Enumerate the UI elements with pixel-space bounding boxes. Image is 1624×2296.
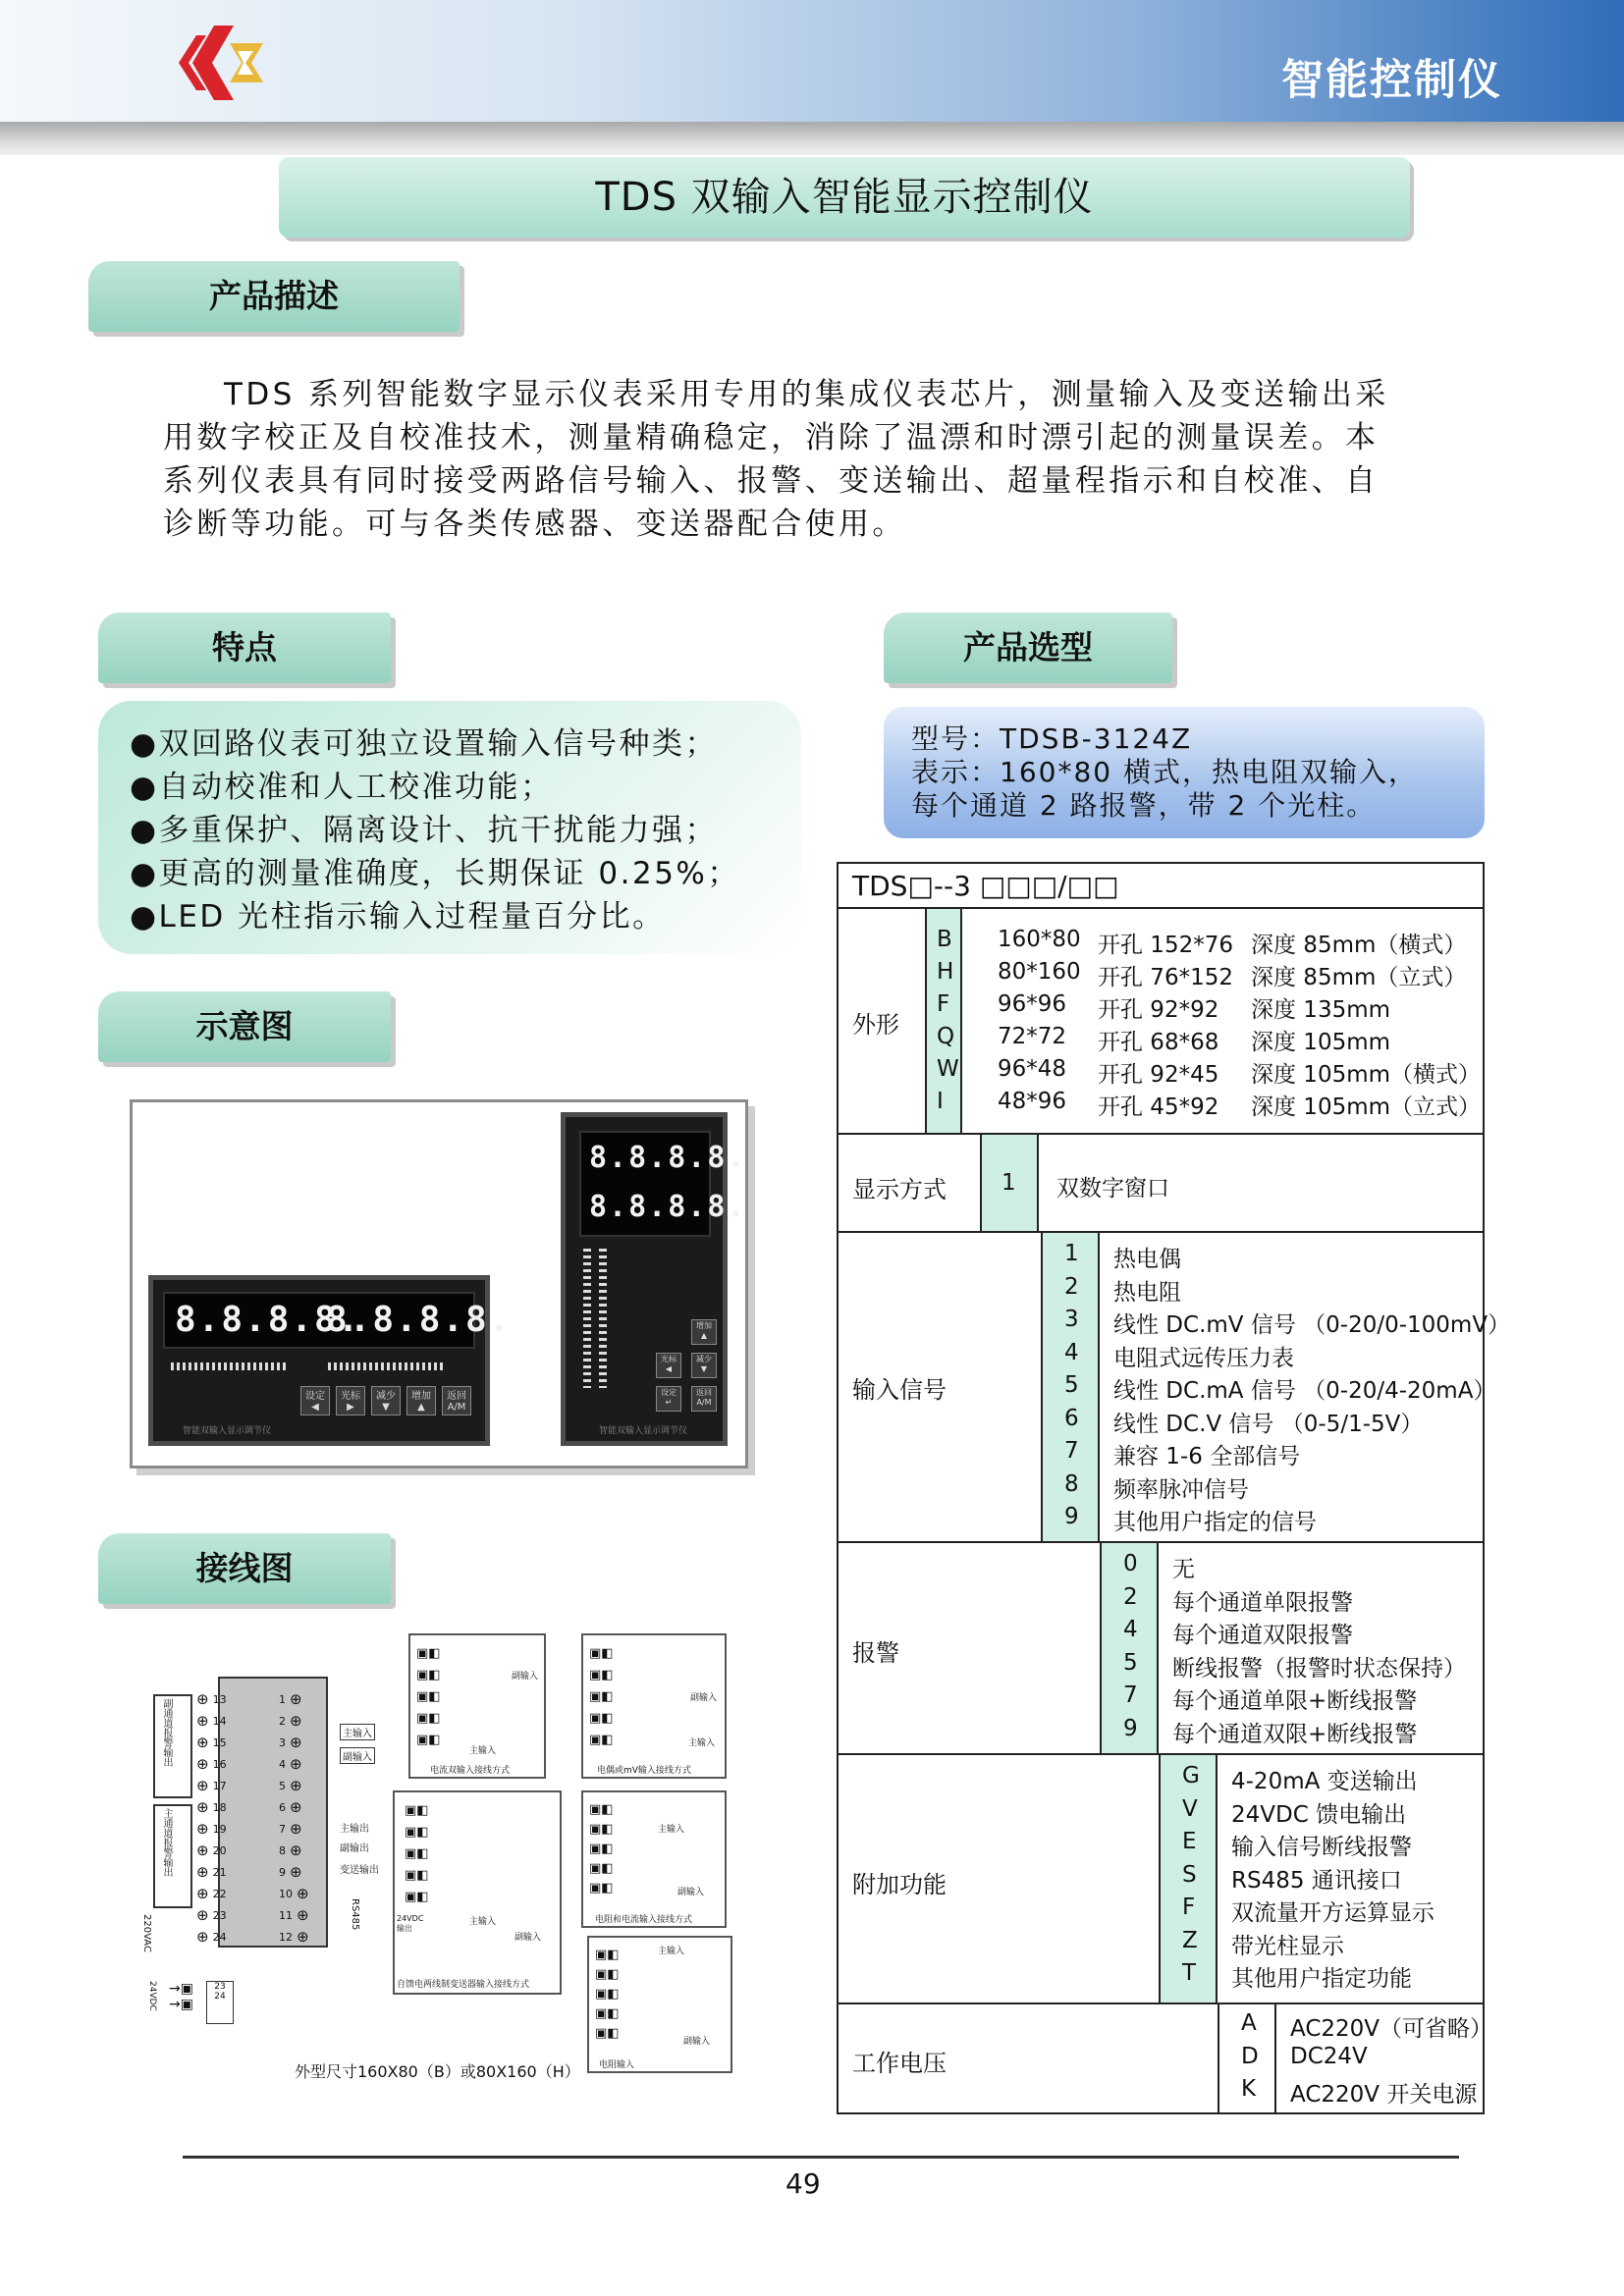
terminal-number: 16 xyxy=(212,1757,227,1771)
screw-terminal-icon: ⊕ xyxy=(297,1885,309,1902)
extra-code: Z xyxy=(1182,1927,1198,1953)
extra-code: G xyxy=(1182,1763,1200,1789)
screw-terminal-icon: ⊕ xyxy=(196,1928,209,1946)
terminal xyxy=(279,1861,348,1883)
wiring-sub-box-two-wire xyxy=(393,1790,562,1995)
model-example-line: 表示：160*80 横式，热电阻双输入， xyxy=(911,756,1418,788)
section-tab-selection: 产品选型 xyxy=(884,613,1172,683)
vertical-meter-image xyxy=(561,1112,747,1446)
terminal-number: 22 xyxy=(212,1887,227,1900)
selection-code-row xyxy=(839,864,1483,909)
screw-terminal-icon: ⊕ xyxy=(290,1712,302,1730)
main-input-label: 主输入 xyxy=(658,1947,685,1956)
terminal-number: 6 xyxy=(279,1800,286,1814)
screw-terminal-icon: ⊕ xyxy=(290,1798,302,1816)
horizontal-caption: 智能双输入显示调节仪 xyxy=(183,1426,272,1436)
extra-option-text: 带光柱显示 xyxy=(1231,1933,1344,1959)
terminal-icons: ▣◧ ▣◧ ▣◧ ▣◧ ▣◧ xyxy=(416,1646,441,1747)
terminal-number: 13 xyxy=(212,1692,227,1706)
input-option-text: 兼容 1-6 全部信号 xyxy=(1113,1444,1301,1469)
return-button[interactable]: 返回 A/M xyxy=(691,1386,717,1412)
power-label: 220VAC xyxy=(141,1914,152,1952)
horizontal-button-row xyxy=(300,1386,471,1415)
description-text xyxy=(163,373,1459,546)
selection-display-row xyxy=(839,1135,1483,1233)
alarm-option-text: 每个通道单限+断线报警 xyxy=(1172,1688,1418,1714)
wiring-sub-box-current-dual xyxy=(408,1633,546,1779)
rs485-label: RS485 xyxy=(350,1898,360,1931)
horizontal-digits-main: 8.8.8.8. xyxy=(175,1300,361,1340)
power-option-text: AC220V 开关电源 xyxy=(1290,2082,1478,2108)
alarm-label: 报警 xyxy=(852,1639,899,1667)
terminal xyxy=(196,1840,265,1861)
alarm-option-text: 断线报警（报警时状态保持） xyxy=(1172,1655,1466,1682)
shape-depth: 深度 135mm xyxy=(1251,997,1391,1023)
shape-code: B xyxy=(937,927,952,952)
screw-terminal-icon: ⊕ xyxy=(196,1885,209,1902)
vertical-digits-sub: 8.8.8.8. xyxy=(589,1190,747,1224)
power-label: 工作电压 xyxy=(852,2050,947,2077)
alarm-code: 4 xyxy=(1123,1617,1138,1642)
shape-code: F xyxy=(937,991,950,1017)
terminal xyxy=(279,1883,348,1904)
terminal xyxy=(279,1818,348,1840)
input-code: 9 xyxy=(1064,1504,1079,1529)
section-tab-wiring: 接线图 xyxy=(98,1533,391,1604)
power-terminal-24: 24 xyxy=(214,1992,226,2002)
terminal xyxy=(196,1688,265,1710)
wiring-caption: 电偶或mV输入接线方式 xyxy=(597,1766,691,1776)
shape-hole: 开孔 68*68 xyxy=(1098,1030,1219,1055)
shape-size: 96*48 xyxy=(998,1056,1067,1082)
cursor-button-label: 光标 xyxy=(341,1391,360,1402)
shape-code: I xyxy=(937,1089,944,1114)
screw-terminal-icon: ⊕ xyxy=(196,1906,209,1924)
horizontal-meter-image xyxy=(148,1275,513,1446)
extra-code: F xyxy=(1182,1895,1196,1920)
model-example-line: 每个通道 2 路报警，带 2 个光柱。 xyxy=(911,789,1377,822)
screw-terminal-icon: ⊕ xyxy=(196,1712,209,1730)
brand-title: 智能控制仪 xyxy=(1281,56,1502,105)
shape-size: 80*160 xyxy=(998,959,1081,985)
screw-terminal-icon: ⊕ xyxy=(297,1906,309,1924)
power-option-text: AC220V（可省略） xyxy=(1290,2016,1493,2042)
terminal xyxy=(196,1861,265,1883)
input-code: 8 xyxy=(1064,1470,1079,1497)
supply-label: 24VDC 输出 xyxy=(397,1914,424,1933)
main-input-label: 主输入 xyxy=(469,1917,497,1927)
screw-terminal-icon: ⊕ xyxy=(290,1820,302,1838)
terminal xyxy=(279,1710,348,1732)
terminal-icons: ▣◧ ▣◧ ▣◧ ▣◧ ▣◧ xyxy=(595,1948,620,2041)
size-note: 外型尺寸160X80（B）或80X160（H） xyxy=(295,2062,580,2081)
section-tab-features: 特点 xyxy=(98,613,391,683)
sub-input-label: 副输入 xyxy=(511,1672,538,1682)
screw-terminal-icon: ⊕ xyxy=(196,1820,209,1838)
power-terminal-box xyxy=(206,1981,234,2024)
vertical-bargraph-2 xyxy=(599,1249,607,1388)
model-example-line: 型号：TDSB-3124Z xyxy=(911,722,1193,755)
shape-depth: 深度 105mm（立式） xyxy=(1251,1095,1482,1120)
terminal-number: 20 xyxy=(212,1843,227,1857)
sub-input-label: 副输入 xyxy=(677,1888,705,1897)
terminal-number: 19 xyxy=(212,1822,227,1836)
set-button-label: 设定 xyxy=(661,1388,677,1397)
extra-option-text: RS485 通讯接口 xyxy=(1231,1867,1402,1894)
sub-input-label: 副输入 xyxy=(683,2037,711,2047)
shape-code: W xyxy=(937,1056,959,1082)
screw-terminal-icon: ⊕ xyxy=(290,1777,302,1794)
terminal-number: 21 xyxy=(212,1865,227,1879)
power-option-text: DC24V xyxy=(1290,2043,1368,2069)
screw-terminal-icon: ⊕ xyxy=(196,1755,209,1773)
terminal xyxy=(196,1818,265,1840)
terminal-number: 18 xyxy=(212,1800,227,1814)
alarm-code: 0 xyxy=(1123,1551,1138,1576)
decrease-button-label: 减少 xyxy=(376,1391,396,1402)
input-option-text: 线性 DC.mA 信号 （0-20/4-20mA） xyxy=(1113,1378,1496,1404)
input-code: 1 xyxy=(1064,1241,1079,1266)
terminal xyxy=(196,1732,265,1753)
power-code: A xyxy=(1241,2010,1257,2036)
screw-terminal-icon: ⊕ xyxy=(290,1842,302,1859)
code-pattern: TDS□--3 □□□/□□ xyxy=(852,870,1119,902)
set-button[interactable]: 设定 ↵ xyxy=(656,1386,681,1412)
return-button-label: 返回 xyxy=(447,1391,466,1402)
alarm-option-text: 每个通道双限+断线报警 xyxy=(1172,1721,1418,1747)
shape-hole: 开孔 152*76 xyxy=(1098,933,1233,958)
extra-option-text: 4-20mA 变送输出 xyxy=(1231,1769,1418,1794)
decrease-button-label: 减少 xyxy=(696,1355,712,1363)
alarm-option-text: 无 xyxy=(1172,1557,1195,1582)
extra-code: T xyxy=(1182,1960,1197,1986)
display-code: 1 xyxy=(1001,1170,1016,1196)
increase-button[interactable]: 增加 ▲ xyxy=(406,1386,436,1415)
schematic-figure xyxy=(130,1099,748,1468)
alarm-code: 9 xyxy=(1123,1715,1138,1741)
terminal xyxy=(196,1796,265,1818)
increase-button[interactable]: 增加 ▲ xyxy=(691,1319,717,1345)
shape-size: 160*80 xyxy=(998,927,1081,952)
power-code: D xyxy=(1241,2043,1259,2069)
sub-input-label: 副输入 xyxy=(340,1747,375,1764)
terminal-icons: ▣◧ ▣◧ ▣◧ ▣◧ ▣◧ xyxy=(589,1802,614,1896)
extra-code: E xyxy=(1182,1829,1197,1854)
main-alarm-output-label: 主通道报警输出 xyxy=(161,1808,172,1877)
input-option-text: 热电阻 xyxy=(1113,1279,1181,1306)
input-code: 2 xyxy=(1064,1273,1079,1300)
sub-input-label: 副输入 xyxy=(514,1933,542,1943)
features-list xyxy=(98,701,801,954)
increase-button-label: 增加 xyxy=(411,1391,431,1402)
terminal-number: 17 xyxy=(212,1779,227,1792)
terminal xyxy=(279,1775,348,1796)
wiring-sub-box-resistance xyxy=(587,1936,732,2073)
horizontal-bargraph-2 xyxy=(328,1362,446,1370)
description-line-3: 系列仪表具有同时接受两路信号输入、报警、变送输出、超量程指示和自校准、自 xyxy=(163,463,1380,499)
return-button-label: 返回 xyxy=(696,1388,712,1397)
terminal-number: 5 xyxy=(279,1779,286,1792)
alarm-code: 2 xyxy=(1123,1583,1138,1610)
terminal-number: 14 xyxy=(212,1714,227,1728)
terminal-number: 10 xyxy=(279,1887,293,1900)
model-example-box xyxy=(884,707,1485,838)
main-input-label: 主输入 xyxy=(340,1724,375,1740)
input-code: 3 xyxy=(1064,1307,1079,1332)
page-number: 49 xyxy=(785,2167,821,2200)
terminal-number: 9 xyxy=(279,1865,286,1879)
terminal-number: 23 xyxy=(212,1908,227,1922)
terminal xyxy=(279,1840,348,1861)
shape-size: 72*72 xyxy=(998,1024,1067,1049)
feature-item: ●双回路仪表可独立设置输入信号种类； xyxy=(130,726,719,762)
screw-terminal-icon: ⊕ xyxy=(290,1755,302,1773)
terminal-number: 11 xyxy=(279,1908,293,1922)
shape-hole: 开孔 92*45 xyxy=(1098,1062,1219,1088)
terminal-number: 7 xyxy=(279,1822,286,1836)
main-input-label: 主输入 xyxy=(687,1738,715,1748)
feature-item: ●更高的测量准确度，长期保证 0.25%； xyxy=(130,856,740,891)
screw-terminal-icon: ⊕ xyxy=(290,1734,302,1751)
shape-depth: 深度 105mm xyxy=(1251,1030,1391,1055)
wiring-caption: 电阻输入 xyxy=(599,2060,635,2070)
shape-depth: 深度 85mm（立式） xyxy=(1251,965,1467,990)
horizontal-bargraph-1 xyxy=(171,1362,289,1370)
terminal-number: 4 xyxy=(279,1757,286,1771)
terminal-number: 15 xyxy=(212,1735,227,1749)
input-option-text: 线性 DC.mV 信号 （0-20/0-100mV） xyxy=(1113,1312,1511,1338)
screw-terminal-icon: ⊕ xyxy=(196,1690,209,1708)
extra-option-text: 24VDC 馈电输出 xyxy=(1231,1801,1407,1828)
screw-terminal-icon: ⊕ xyxy=(196,1798,209,1816)
wiring-caption: 电阻和电流输入接线方式 xyxy=(595,1915,693,1925)
sub-output-label: 副输出 xyxy=(340,1843,369,1854)
input-code: 4 xyxy=(1064,1339,1079,1365)
alarm-option-text: 每个通道单限报警 xyxy=(1172,1589,1353,1616)
terminal xyxy=(279,1904,348,1926)
cursor-button[interactable]: 光标 ◀ xyxy=(656,1353,681,1378)
wiring-caption: 自馈电两线制变送器输入接线方式 xyxy=(397,1980,530,1990)
vertical-bargraph-1 xyxy=(583,1249,591,1388)
screw-terminal-icon: ⊕ xyxy=(297,1928,309,1946)
vertical-digits-main: 8.8.8.8. xyxy=(589,1141,747,1175)
terminal-icons: ▣◧ ▣◧ ▣◧ ▣◧ ▣◧ xyxy=(405,1803,429,1904)
aux-alarm-output-label: 副通道报警输出 xyxy=(161,1698,172,1767)
screw-terminal-icon: ⊕ xyxy=(290,1690,302,1708)
sub-input-label: 副输入 xyxy=(689,1693,717,1703)
description-line-2: 用数字校正及自校准技术，测量精确稳定，消除了温漂和时漂引起的测量误差。本 xyxy=(163,420,1380,455)
extra-option-text: 其他用户指定功能 xyxy=(1231,1966,1412,1992)
terminal xyxy=(279,1926,348,1948)
terminal xyxy=(196,1883,265,1904)
cursor-button[interactable]: 光标 ▶ xyxy=(336,1386,365,1415)
power-block-label: 24VDC xyxy=(147,1981,157,2011)
selection-shape-row xyxy=(839,909,1483,1135)
set-button[interactable]: 设定 ◀ xyxy=(300,1386,330,1415)
main-input-label: 主输入 xyxy=(658,1825,685,1835)
screw-terminal-icon: ⊕ xyxy=(196,1734,209,1751)
decrease-button[interactable]: 减少 ▼ xyxy=(691,1353,717,1378)
extra-code: S xyxy=(1182,1861,1197,1888)
terminal xyxy=(196,1904,265,1926)
vertical-caption: 智能双输入显示调节仪 xyxy=(599,1426,688,1436)
footer-divider xyxy=(183,2156,1459,2159)
screw-terminal-icon: ⊕ xyxy=(196,1777,209,1794)
section-tab-description: 产品描述 xyxy=(88,261,460,332)
terminal-icons: ▣◧ ▣◧ ▣◧ ▣◧ ▣◧ xyxy=(589,1646,614,1747)
input-option-text: 其他用户指定的信号 xyxy=(1113,1510,1317,1535)
screw-terminal-icon: ⊕ xyxy=(290,1863,302,1881)
extra-option-text: 双流量开方运算显示 xyxy=(1231,1900,1435,1926)
input-option-text: 线性 DC.V 信号 （0-5/1-5V） xyxy=(1113,1411,1424,1437)
feature-item: ●LED 光柱指示输入过程量百分比。 xyxy=(130,899,666,934)
input-label: 输入信号 xyxy=(852,1376,947,1404)
terminal-number: 2 xyxy=(279,1714,286,1728)
terminal xyxy=(196,1753,265,1775)
alarm-code: 7 xyxy=(1123,1682,1138,1708)
header-shadow-band xyxy=(0,122,1624,155)
terminal-number: 1 xyxy=(279,1692,286,1706)
description-line-1: TDS 系列智能数字显示仪表采用专用的集成仪表芯片，测量输入及变送输出采 xyxy=(224,377,1389,412)
input-code: 7 xyxy=(1064,1438,1079,1464)
input-code: 5 xyxy=(1064,1372,1079,1398)
shape-size: 96*96 xyxy=(998,991,1067,1017)
terminal xyxy=(196,1710,265,1732)
wiring-sub-box-resistance-current xyxy=(581,1790,727,1928)
extra-label: 附加功能 xyxy=(852,1871,947,1898)
shape-code: Q xyxy=(937,1024,955,1049)
set-button-label: 设定 xyxy=(305,1391,325,1402)
shape-code: H xyxy=(937,959,954,985)
input-option-text: 热电偶 xyxy=(1113,1247,1181,1272)
alarm-option-text: 每个通道双限报警 xyxy=(1172,1623,1353,1648)
main-input-label: 主输入 xyxy=(469,1746,497,1756)
wiring-diagram xyxy=(141,1628,736,2089)
section-tab-schematic: 示意图 xyxy=(98,991,391,1062)
terminal xyxy=(196,1775,265,1796)
extra-code: V xyxy=(1182,1795,1198,1822)
input-option-text: 频率脉冲信号 xyxy=(1113,1476,1249,1503)
screw-terminal-icon: ⊕ xyxy=(196,1863,209,1881)
shape-size: 48*96 xyxy=(998,1089,1067,1114)
shape-hole: 开孔 92*92 xyxy=(1098,997,1219,1023)
shape-depth: 深度 105mm（横式） xyxy=(1251,1062,1482,1088)
extra-option-text: 输入信号断线报警 xyxy=(1231,1835,1412,1860)
description-line-4: 诊断等功能。可与各类传感器、变送器配合使用。 xyxy=(163,507,906,542)
transmit-output-label: 变送输出 xyxy=(340,1865,379,1876)
display-label: 显示方式 xyxy=(852,1176,947,1203)
terminal-number: 24 xyxy=(212,1930,227,1944)
main-output-label: 主输出 xyxy=(340,1824,369,1835)
terminal-number: 8 xyxy=(279,1843,286,1857)
input-code: 6 xyxy=(1064,1405,1079,1431)
shape-hole: 开孔 76*152 xyxy=(1098,965,1233,990)
wiring-caption: 电流双输入接线方式 xyxy=(430,1766,511,1776)
terminal-number: 12 xyxy=(279,1930,293,1944)
shape-hole: 开孔 45*92 xyxy=(1098,1095,1219,1120)
horizontal-digits-sub: 8.8.8.8. xyxy=(326,1300,513,1340)
decrease-button[interactable]: 减少 ▼ xyxy=(371,1386,401,1415)
feature-item: ●多重保护、隔离设计、抗干扰能力强； xyxy=(130,813,719,848)
terminal-number: 3 xyxy=(279,1735,286,1749)
shape-label: 外形 xyxy=(852,1011,899,1039)
terminal xyxy=(279,1753,348,1775)
power-code: K xyxy=(1241,2076,1257,2102)
wiring-sub-box-thermocouple xyxy=(581,1633,727,1779)
return-button[interactable]: 返回 A/M xyxy=(442,1386,471,1415)
page-title: TDS 双输入智能显示控制仪 xyxy=(279,157,1410,238)
cursor-button-label: 光标 xyxy=(661,1355,677,1363)
terminal xyxy=(196,1926,265,1948)
alarm-code: 5 xyxy=(1123,1649,1138,1676)
terminal xyxy=(279,1732,348,1753)
terminal xyxy=(279,1796,348,1818)
input-option-text: 电阻式远传压力表 xyxy=(1113,1345,1294,1371)
feature-item: ●自动校准和人工校准功能； xyxy=(130,770,554,805)
power-terminal-23: 23 xyxy=(214,1982,226,1992)
company-logo-icon xyxy=(173,22,271,104)
increase-button-label: 增加 xyxy=(696,1321,712,1330)
display-text: 双数字窗口 xyxy=(1056,1176,1169,1201)
screw-terminal-icon: ⊕ xyxy=(196,1842,209,1859)
power-arrows-icon: →▣ →▣ xyxy=(169,1981,193,2012)
shape-depth: 深度 85mm（横式） xyxy=(1251,933,1467,958)
terminal xyxy=(279,1688,348,1710)
